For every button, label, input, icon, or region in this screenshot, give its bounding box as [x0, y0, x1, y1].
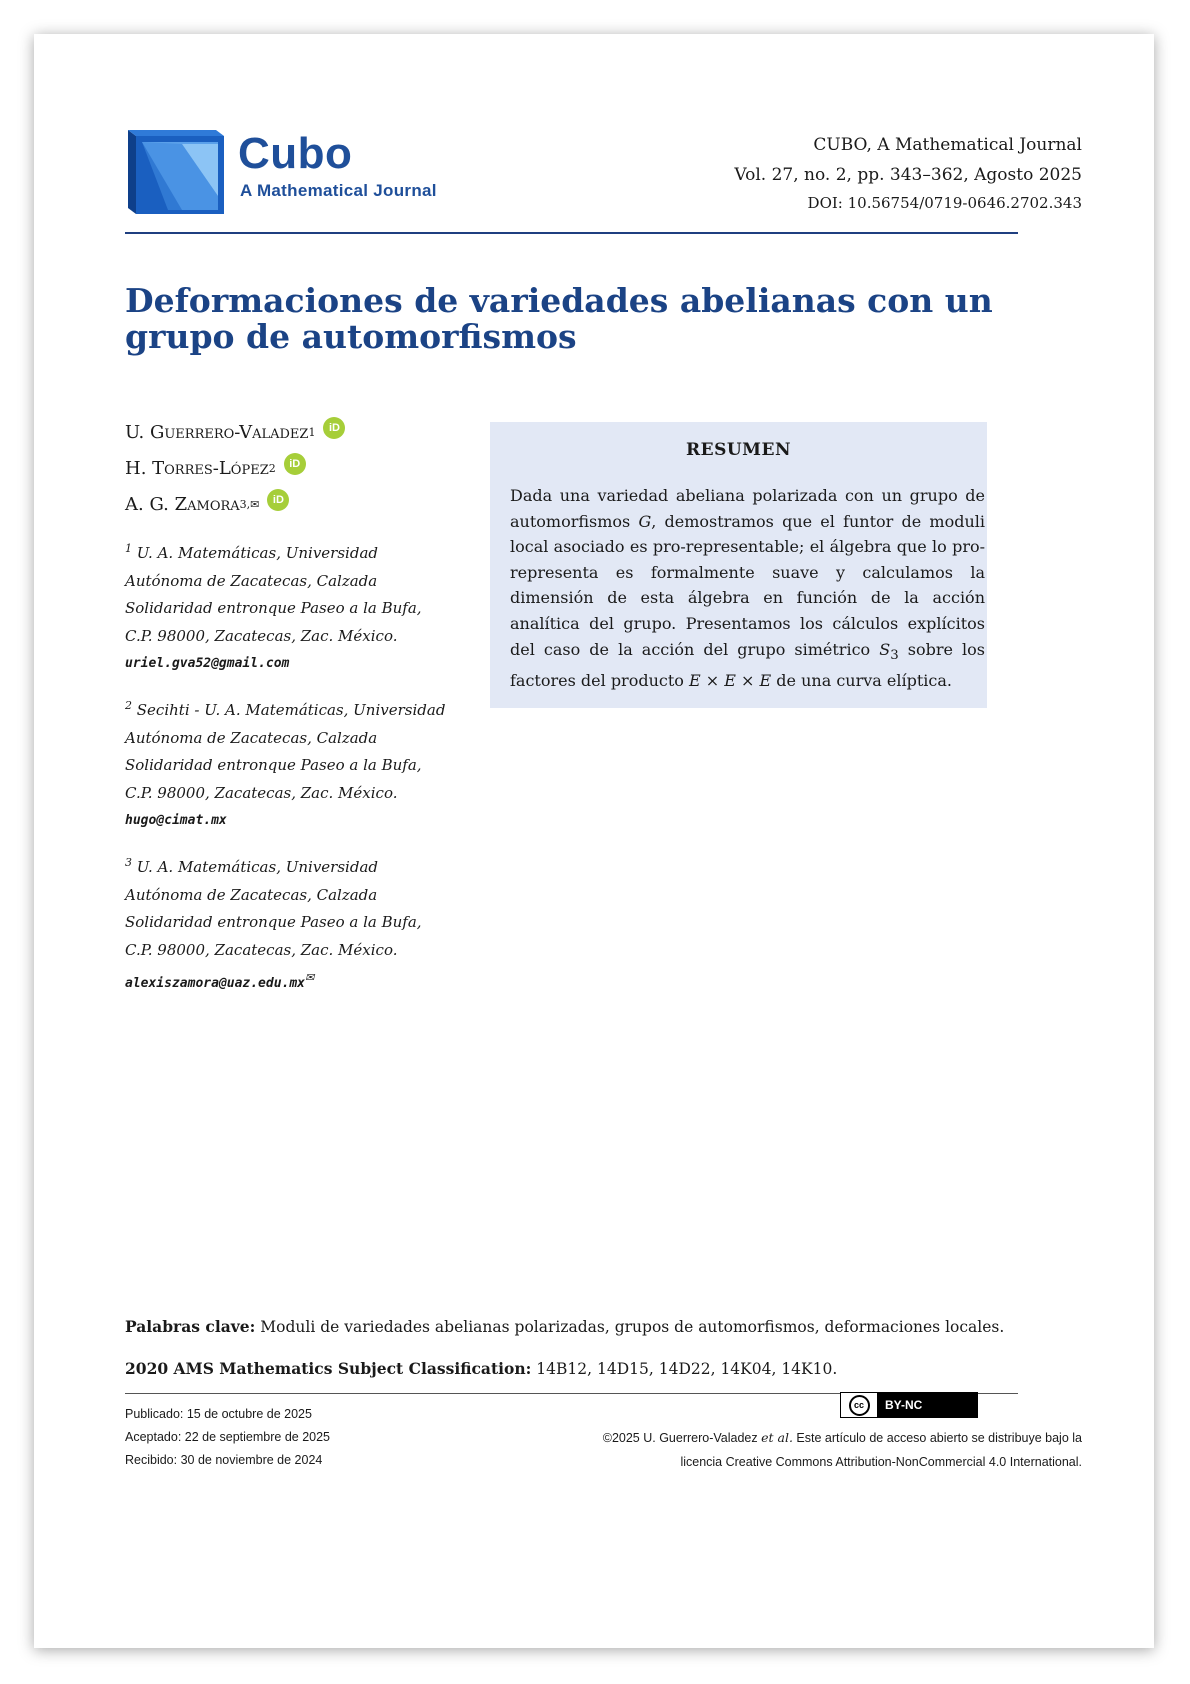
msc-classification: [125, 1357, 1025, 1381]
email-link[interactable]: uriel.gva52@gmail.com: [125, 656, 290, 671]
keywords: [125, 1315, 1025, 1339]
journal-volume: Vol. 27, no. 2, pp. 343–362, Agosto 2025: [734, 165, 1082, 185]
affiliation-line: C.P. 98000, Zacatecas, Zac. México.: [125, 940, 398, 959]
abstract-heading: RESUMEN: [685, 440, 791, 460]
affiliation-line: C.P. 98000, Zacatecas, Zac. México.: [125, 783, 398, 802]
license-text: ©2025 U. Guerrero-Valadez et al. Este artículo de acceso abierto se distribuye bajo la licencia Creative Commons Attribution-NonCommercial 4.0 International.: [522, 1426, 1082, 1474]
author-sup: 2: [268, 462, 276, 475]
affiliation-line: Solidaridad entronque Paseo a la Bufa,: [125, 913, 422, 931]
keywords-text: Moduli de variedades abelianas polarizadas, grupos de automorfismos, deformaciones locales.: [260, 1318, 1005, 1336]
abstract-text: Dada una variedad abeliana polarizada con un grupo de automorfismos G, demostramos que el funtor de moduli local asociado es pro-representable; el álgebra que lo pro-representa es formalmente suave y calculamos la dimensión de esta álgebra en función de la acción analítica del grupo. Presentamos los cálculos explícitos del caso de la acción del grupo simétrico $S_3$ sobre los factores del producto E × E × E de una curva elíptica.: [510, 486, 985, 691]
publication-dates: [125, 1403, 425, 1472]
author-list: [125, 415, 465, 523]
orcid-icon[interactable]: iD: [284, 453, 306, 475]
affiliation-line: Solidaridad entronque Paseo a la Bufa,: [125, 756, 422, 774]
header-divider: [125, 232, 1018, 234]
author-sup: 1: [308, 426, 316, 439]
email-link[interactable]: alexiszamora@uaz.edu.mx: [125, 976, 306, 991]
cc-icon: cc: [849, 1395, 870, 1416]
email-link[interactable]: hugo@cimat.mx: [125, 813, 227, 828]
author-name: U. Guerrero-Valadez: [125, 422, 309, 443]
date-published: Publicado: 15 de octubre de 2025: [125, 1407, 312, 1421]
logo-subtitle: A Mathematical Journal: [240, 181, 437, 200]
journal-info: [662, 130, 1082, 216]
affiliation-sup: 1: [125, 542, 132, 555]
cc-license-badge[interactable]: [840, 1392, 978, 1418]
license-line: licencia Creative Commons Attribution-NonCommercial 4.0 International.: [680, 1455, 1082, 1469]
orcid-icon[interactable]: iD: [323, 417, 345, 439]
logo-wordmark: Cubo: [238, 129, 353, 178]
affiliation-line: Secihti - U. A. Matemáticas, Universidad: [136, 701, 446, 719]
journal-name: CUBO, A Mathematical Journal: [813, 135, 1082, 155]
affiliation-1: [125, 535, 475, 678]
author-name: H. Torres-López: [125, 458, 269, 479]
author-2: [125, 451, 465, 487]
orcid-icon[interactable]: iD: [267, 489, 289, 511]
affiliation-line: Solidaridad entronque Paseo a la Bufa,: [125, 599, 422, 617]
affiliation-sup: 2: [125, 699, 132, 712]
paper-title: Deformaciones de variedades abelianas con un grupo de automorfismos: [125, 281, 993, 356]
cubo-logo-icon: [128, 130, 234, 220]
affiliation-line: Autónoma de Zacatecas, Calzada: [125, 885, 378, 904]
keywords-label: Palabras clave:: [125, 1317, 256, 1336]
msc-codes: 14B12, 14D15, 14D22, 14K04, 14K10.: [536, 1360, 838, 1378]
abstract-box: [490, 422, 987, 708]
author-3: [125, 487, 465, 523]
affiliation-line: Autónoma de Zacatecas, Calzada: [125, 571, 378, 590]
author-name: A. G. Zamora: [125, 494, 240, 515]
affiliation-line: C.P. 98000, Zacatecas, Zac. México.: [125, 626, 398, 645]
date-accepted: Aceptado: 22 de septiembre de 2025: [125, 1430, 331, 1444]
msc-label: 2020 AMS Mathematics Subject Classification:: [125, 1359, 532, 1378]
cc-badge-label: BY-NC: [885, 1398, 923, 1412]
author-sup: 3,✉: [239, 498, 260, 511]
affiliation-2: [125, 692, 475, 835]
affiliation-3: [125, 849, 475, 998]
affiliation-line: U. A. Matemáticas, Universidad: [136, 544, 378, 562]
date-received: Recibido: 30 de noviembre de 2024: [125, 1453, 323, 1467]
journal-doi[interactable]: DOI: 10.56754/0719-0646.2702.343: [807, 194, 1082, 212]
affiliation-line: U. A. Matemáticas, Universidad: [136, 858, 378, 876]
corresponding-mail-icon: ✉: [305, 971, 315, 984]
affiliation-sup: 3: [125, 856, 132, 869]
affiliation-line: Autónoma de Zacatecas, Calzada: [125, 728, 378, 747]
